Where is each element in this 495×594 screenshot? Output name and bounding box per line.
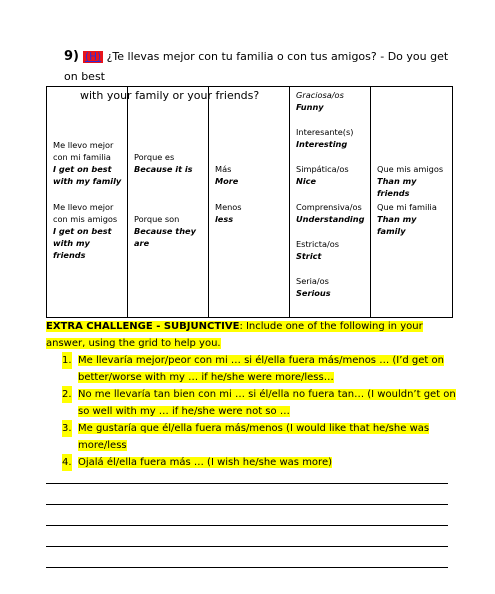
list-text: Ojalá él/ella fuera más … (I wish he/she was more) — [78, 457, 332, 468]
list-number: 1. — [62, 352, 72, 369]
adjective-en: Serious — [296, 288, 331, 298]
list-item — [46, 352, 456, 386]
list-text: so well with my … if he/she were not so … — [78, 406, 290, 417]
adjective-es: Seria/os — [296, 276, 329, 286]
list-item — [46, 454, 456, 471]
answer-line[interactable] — [46, 504, 448, 505]
list-number: 2. — [62, 386, 72, 403]
adjective-es: Graciosa/os — [296, 90, 344, 100]
answer-line[interactable] — [46, 546, 448, 547]
grid-text: less — [215, 214, 234, 224]
grid-text: with my friends — [53, 238, 90, 260]
grid-col-because — [128, 87, 209, 318]
adjective-en: Funny — [296, 102, 324, 112]
grid-text: Me llevo mejor — [53, 140, 114, 150]
grid-text: Than my family — [377, 214, 417, 236]
grid-text: are — [134, 238, 150, 248]
extra-challenge — [46, 318, 456, 471]
grid-text: Because they — [134, 226, 196, 236]
higher-tier-badge: (H) — [85, 51, 102, 63]
grid-text: Que mi familia — [377, 202, 437, 212]
extra-challenge-intro-line2: answer, using the grid to help you. — [46, 338, 221, 349]
list-text: better/worse with my … if he/she were more/less… — [78, 372, 334, 383]
grid-col-comparison — [209, 87, 290, 318]
list-text: Me gustaría que él/ella fuera más/menos (I would like that he/she was — [78, 423, 430, 434]
adjective-es: Estricta/os — [296, 239, 340, 249]
question-text-line2: with your family or your friends? — [80, 89, 260, 102]
extra-challenge-intro: : Include one of the following in your — [239, 321, 423, 332]
grid-text: Because it is — [134, 164, 193, 174]
grid-text: con mis amigos — [53, 214, 118, 224]
answer-line[interactable] — [46, 483, 448, 484]
list-text: more/less — [78, 440, 127, 451]
list-item — [46, 420, 456, 454]
grid-text: Que mis amigos — [377, 164, 444, 174]
extra-challenge-title: EXTRA CHALLENGE - SUBJUNCTIVE — [46, 321, 240, 332]
list-text: Me llevaría mejor/peor con mi … si él/ella fuera más/menos … (I’d get on — [78, 355, 444, 366]
list-number: 3. — [62, 420, 72, 437]
subjunctive-list — [46, 352, 456, 471]
grid-text: with my family — [53, 176, 122, 186]
grid-text: Porque es — [134, 152, 175, 162]
grid-text: I get on best — [53, 226, 112, 236]
grid-col-than — [371, 87, 453, 318]
answer-line[interactable] — [46, 567, 448, 568]
adjective-en: Understanding — [296, 214, 365, 224]
grid-col-subject — [47, 87, 128, 318]
grid-text: More — [215, 176, 239, 186]
answer-line[interactable] — [46, 525, 448, 526]
adjective-en: Interesting — [296, 139, 348, 149]
adjective-es: Comprensiva/os — [296, 202, 362, 212]
adjective-es: Interesante(s) — [296, 127, 354, 137]
list-number: 4. — [62, 454, 72, 471]
sentence-builder-grid — [46, 86, 453, 318]
grid-text: I get on best — [53, 164, 112, 174]
grid-text: Me llevo mejor — [53, 202, 114, 212]
grid-col-adjectives — [290, 87, 371, 318]
grid-text: Menos — [215, 202, 242, 212]
grid-text: Than my friends — [377, 176, 417, 198]
grid-text: Porque son — [134, 214, 180, 224]
question-number: 9) — [64, 49, 79, 64]
adjective-es: Simpática/os — [296, 164, 349, 174]
question-text-line1: ¿Te llevas mejor con tu familia o con tus amigos? - Do you get on best — [64, 50, 449, 83]
adjective-en: Strict — [296, 251, 322, 261]
list-item — [46, 386, 456, 420]
list-text: No me llevaría tan bien con mi … si él/ella no fuera tan… (I wouldn’t get on — [78, 389, 456, 400]
adjective-en: Nice — [296, 176, 317, 186]
answer-lines — [46, 483, 448, 588]
grid-text: Más — [215, 164, 232, 174]
grid-text: con mi familia — [53, 152, 111, 162]
